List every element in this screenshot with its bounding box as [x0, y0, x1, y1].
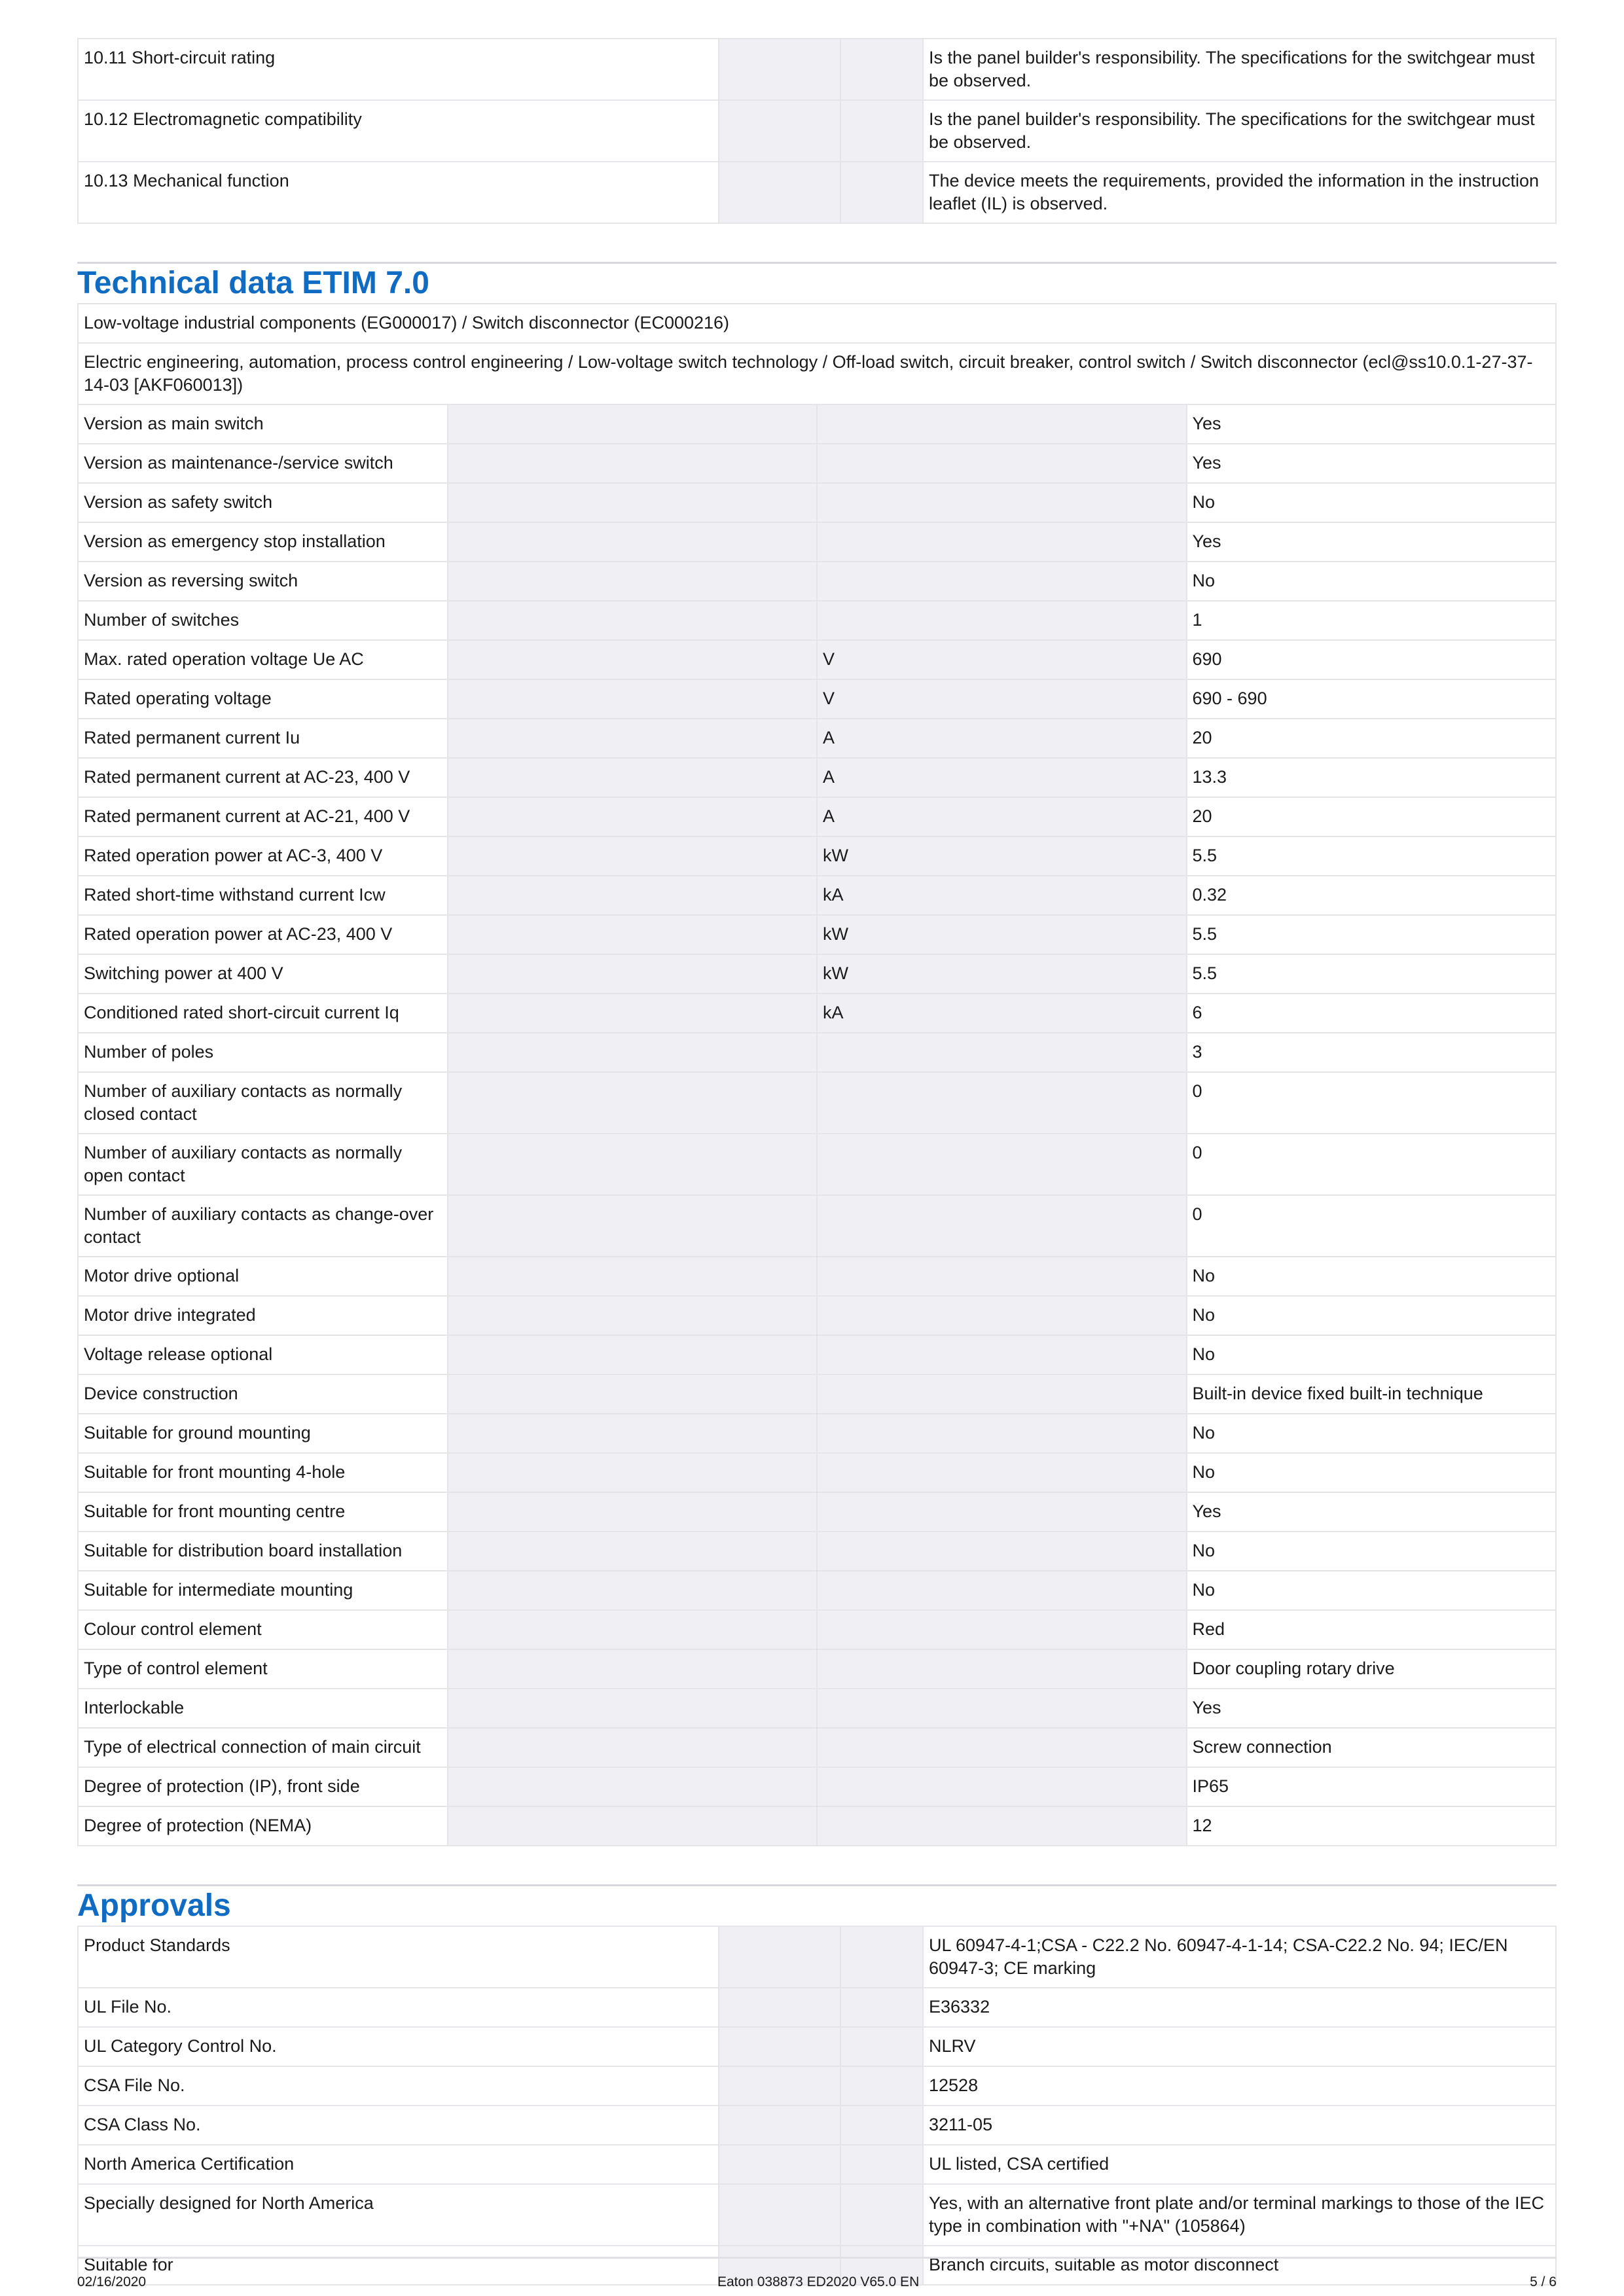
row-label: Number of auxiliary contacts as change-over contact [78, 1195, 448, 1257]
row-unit: A [817, 797, 1187, 836]
table-row [78, 836, 1556, 876]
table-row [78, 2066, 1556, 2106]
row-label: Degree of protection (IP), front side [78, 1767, 448, 1806]
row-spacer [448, 1453, 818, 1492]
row-unit [817, 1649, 1187, 1689]
etim-class-line: Low-voltage industrial components (EG000017) / Switch disconnector (EC000216) [78, 304, 1556, 343]
row-spacer [448, 1374, 818, 1414]
row-value: 5.5 [1187, 954, 1557, 994]
ieu-table-body [78, 39, 1556, 223]
row-label: Conditioned rated short-circuit current Iq [78, 994, 448, 1033]
table-row [78, 522, 1556, 562]
row-spacer [719, 39, 840, 100]
row-unit [817, 1610, 1187, 1649]
table-row [78, 483, 1556, 522]
row-value: 12 [1187, 1806, 1557, 1846]
table-row [78, 1033, 1556, 1072]
row-value: 20 [1187, 719, 1557, 758]
row-spacer [448, 483, 818, 522]
datasheet-page [77, 38, 1557, 2286]
etim-table [77, 303, 1557, 1846]
row-unit [817, 1689, 1187, 1728]
row-spacer [448, 562, 818, 601]
row-unit: kA [817, 876, 1187, 915]
row-value: Yes, with an alternative front plate and/or terminal markings to those of the IEC type in combination with "+NA" (105864) [923, 2184, 1556, 2246]
row-spacer [719, 2184, 840, 2246]
row-label: Rated short-time withstand current Icw [78, 876, 448, 915]
row-label: Interlockable [78, 1689, 448, 1728]
row-spacer [448, 640, 818, 679]
table-row [78, 2027, 1556, 2066]
row-spacer [448, 1767, 818, 1806]
row-label: CSA File No. [78, 2066, 719, 2106]
table-row [78, 1689, 1556, 1728]
table-row [78, 1414, 1556, 1453]
row-unit [817, 1492, 1187, 1532]
table-row [78, 1532, 1556, 1571]
row-unit: kW [817, 915, 1187, 954]
approvals-title: Approvals [77, 1888, 231, 1923]
row-unit [817, 1453, 1187, 1492]
row-label: Max. rated operation voltage Ue AC [78, 640, 448, 679]
row-value: Is the panel builder's responsibility. The specifications for the switchgear must be observed. [923, 39, 1556, 100]
row-unit [817, 1532, 1187, 1571]
row-label: Suitable for ground mounting [78, 1414, 448, 1453]
table-row [78, 1134, 1556, 1195]
table-row [78, 100, 1556, 162]
row-unit [817, 1728, 1187, 1767]
table-row [78, 562, 1556, 601]
table-row [78, 2106, 1556, 2145]
row-label: Suitable for intermediate mounting [78, 1571, 448, 1610]
table-row [78, 162, 1556, 223]
row-spacer [448, 1571, 818, 1610]
row-spacer [448, 1728, 818, 1767]
table-row [78, 1335, 1556, 1374]
table-row [78, 1257, 1556, 1296]
row-unit [817, 1335, 1187, 1374]
row-unit [840, 100, 923, 162]
row-unit [817, 562, 1187, 601]
table-row [78, 954, 1556, 994]
row-value: No [1187, 1453, 1557, 1492]
row-spacer [448, 1134, 818, 1195]
table-row [78, 1374, 1556, 1414]
row-value: 0 [1187, 1195, 1557, 1257]
approvals-table-body [78, 1926, 1556, 2285]
row-spacer [448, 1033, 818, 1072]
table-row [78, 1926, 1556, 1988]
row-unit [840, 2066, 923, 2106]
row-unit [817, 1374, 1187, 1414]
row-value: No [1187, 483, 1557, 522]
row-label: Version as safety switch [78, 483, 448, 522]
row-spacer [719, 1988, 840, 2027]
row-spacer [448, 522, 818, 562]
row-spacer [448, 836, 818, 876]
table-row [78, 2145, 1556, 2184]
row-value: 690 - 690 [1187, 679, 1557, 719]
table-row [78, 1195, 1556, 1257]
row-spacer [448, 1414, 818, 1453]
table-row [78, 1610, 1556, 1649]
row-unit [840, 2106, 923, 2145]
row-spacer [448, 719, 818, 758]
table-row [78, 1296, 1556, 1335]
row-label: Rated operating voltage [78, 679, 448, 719]
row-label: Number of auxiliary contacts as normally open contact [78, 1134, 448, 1195]
row-value: Yes [1187, 404, 1557, 444]
row-value: No [1187, 1257, 1557, 1296]
row-value: UL 60947-4-1;CSA - C22.2 No. 60947-4-1-14; CSA-C22.2 No. 94; IEC/EN 60947-3; CE marking [923, 1926, 1556, 1988]
row-label: Product Standards [78, 1926, 719, 1988]
row-value: 0 [1187, 1072, 1557, 1134]
row-unit [817, 444, 1187, 483]
row-unit [817, 1195, 1187, 1257]
row-value: 5.5 [1187, 915, 1557, 954]
row-label: 10.12 Electromagnetic compatibility [78, 100, 719, 162]
row-unit [817, 483, 1187, 522]
row-spacer [448, 915, 818, 954]
ieu-table [77, 38, 1557, 224]
table-row [78, 1072, 1556, 1134]
row-value: 5.5 [1187, 836, 1557, 876]
row-label: Motor drive integrated [78, 1296, 448, 1335]
table-row [78, 679, 1556, 719]
row-value: No [1187, 1532, 1557, 1571]
row-spacer [448, 444, 818, 483]
row-label: Motor drive optional [78, 1257, 448, 1296]
approvals-section-heading [77, 1884, 1557, 1926]
table-row [78, 304, 1556, 343]
etim-path-line: Electric engineering, automation, process control engineering / Low-voltage switch technology / Off-load switch, circuit breaker, control switch / Switch disconnector (ecl@ss10.0.1-27-37-14-03 [AKF060013]) [78, 343, 1556, 404]
row-label: Specially designed for North America [78, 2184, 719, 2246]
row-label: 10.11 Short-circuit rating [78, 39, 719, 100]
table-row [78, 601, 1556, 640]
row-value: No [1187, 1414, 1557, 1453]
row-spacer [448, 1335, 818, 1374]
row-label: Rated permanent current at AC-23, 400 V [78, 758, 448, 797]
row-label: North America Certification [78, 2145, 719, 2184]
row-label: Rated permanent current Iu [78, 719, 448, 758]
etim-title: Technical data ETIM 7.0 [77, 266, 429, 300]
row-unit [817, 1767, 1187, 1806]
row-value: No [1187, 562, 1557, 601]
row-value: Yes [1187, 1492, 1557, 1532]
row-label: Number of poles [78, 1033, 448, 1072]
row-spacer [448, 876, 818, 915]
table-row [78, 1988, 1556, 2027]
row-spacer [448, 797, 818, 836]
row-spacer [719, 2066, 840, 2106]
row-spacer [448, 1532, 818, 1571]
row-unit [840, 2184, 923, 2246]
row-spacer [448, 679, 818, 719]
row-label: Version as maintenance-/service switch [78, 444, 448, 483]
row-label: Suitable for front mounting centre [78, 1492, 448, 1532]
row-unit [817, 1072, 1187, 1134]
row-spacer [719, 2106, 840, 2145]
row-label: Colour control element [78, 1610, 448, 1649]
row-value: 0 [1187, 1134, 1557, 1195]
row-value: 0.32 [1187, 876, 1557, 915]
footer-page-number: 5 / 6 [1530, 2274, 1557, 2289]
row-spacer [448, 1195, 818, 1257]
row-label: UL Category Control No. [78, 2027, 719, 2066]
row-spacer [448, 1257, 818, 1296]
etim-section-heading [77, 262, 1557, 303]
row-value: Yes [1187, 522, 1557, 562]
row-value: UL listed, CSA certified [923, 2145, 1556, 2184]
row-label: CSA Class No. [78, 2106, 719, 2145]
page-footer [77, 2257, 1557, 2295]
row-unit [840, 2145, 923, 2184]
row-value: Yes [1187, 1689, 1557, 1728]
table-row [78, 343, 1556, 404]
row-spacer [719, 162, 840, 223]
row-unit: A [817, 758, 1187, 797]
row-spacer [448, 1806, 818, 1846]
table-row [78, 2184, 1556, 2246]
row-unit [817, 1806, 1187, 1846]
row-label: Rated operation power at AC-3, 400 V [78, 836, 448, 876]
table-row [78, 797, 1556, 836]
row-unit [840, 39, 923, 100]
row-value: NLRV [923, 2027, 1556, 2066]
row-label: Rated permanent current at AC-21, 400 V [78, 797, 448, 836]
row-unit: kW [817, 836, 1187, 876]
row-value: Built-in device fixed built-in technique [1187, 1374, 1557, 1414]
row-value: Door coupling rotary drive [1187, 1649, 1557, 1689]
approvals-table [77, 1926, 1557, 2286]
row-spacer [448, 1072, 818, 1134]
table-row [78, 640, 1556, 679]
table-row [78, 719, 1556, 758]
row-label: Switching power at 400 V [78, 954, 448, 994]
row-unit [817, 1296, 1187, 1335]
row-value: Yes [1187, 444, 1557, 483]
row-value: Is the panel builder's responsibility. The specifications for the switchgear must be observed. [923, 100, 1556, 162]
row-label: Number of switches [78, 601, 448, 640]
row-spacer [448, 954, 818, 994]
row-label: Number of auxiliary contacts as normally closed contact [78, 1072, 448, 1134]
table-row [78, 1453, 1556, 1492]
row-unit: kA [817, 994, 1187, 1033]
table-row [78, 1767, 1556, 1806]
row-value: 12528 [923, 2066, 1556, 2106]
row-spacer [719, 100, 840, 162]
row-unit [840, 2027, 923, 2066]
row-label: Type of electrical connection of main circuit [78, 1728, 448, 1767]
row-value: 3 [1187, 1033, 1557, 1072]
row-unit [817, 522, 1187, 562]
row-value: 3211-05 [923, 2106, 1556, 2145]
row-label: Suitable for [78, 2246, 719, 2285]
row-label: Rated operation power at AC-23, 400 V [78, 915, 448, 954]
row-spacer [448, 601, 818, 640]
row-spacer [448, 1296, 818, 1335]
row-value: No [1187, 1571, 1557, 1610]
table-row [78, 994, 1556, 1033]
row-label: Degree of protection (NEMA) [78, 1806, 448, 1846]
row-spacer [448, 404, 818, 444]
row-label: Suitable for front mounting 4-hole [78, 1453, 448, 1492]
etim-table-body [78, 304, 1556, 1846]
row-unit: kW [817, 954, 1187, 994]
row-unit [817, 601, 1187, 640]
row-value: IP65 [1187, 1767, 1557, 1806]
row-value: Branch circuits, suitable as motor disconnect [923, 2246, 1556, 2285]
row-value: Screw connection [1187, 1728, 1557, 1767]
row-value: No [1187, 1296, 1557, 1335]
row-label: Device construction [78, 1374, 448, 1414]
footer-document-id: Eaton 038873 ED2020 V65.0 EN [717, 2274, 920, 2289]
table-row [78, 444, 1556, 483]
row-spacer [719, 1926, 840, 1988]
row-unit [817, 1134, 1187, 1195]
row-unit [817, 1414, 1187, 1453]
row-value: 6 [1187, 994, 1557, 1033]
row-label: Suitable for distribution board installation [78, 1532, 448, 1571]
row-spacer [448, 994, 818, 1033]
row-label: Type of control element [78, 1649, 448, 1689]
row-label: Version as emergency stop installation [78, 522, 448, 562]
row-spacer [719, 2145, 840, 2184]
row-unit [817, 1571, 1187, 1610]
table-row [78, 758, 1556, 797]
row-unit: V [817, 640, 1187, 679]
row-unit [840, 1926, 923, 1988]
table-row [78, 404, 1556, 444]
row-spacer [448, 758, 818, 797]
row-unit [840, 1988, 923, 2027]
row-spacer [448, 1649, 818, 1689]
row-value: E36332 [923, 1988, 1556, 2027]
row-spacer [448, 1492, 818, 1532]
row-spacer [448, 1689, 818, 1728]
row-unit [817, 1033, 1187, 1072]
row-label: UL File No. [78, 1988, 719, 2027]
row-unit [840, 162, 923, 223]
row-value: Red [1187, 1610, 1557, 1649]
table-row [78, 876, 1556, 915]
row-unit: V [817, 679, 1187, 719]
row-label: Version as main switch [78, 404, 448, 444]
table-row [78, 1728, 1556, 1767]
row-spacer [719, 2027, 840, 2066]
row-value: 20 [1187, 797, 1557, 836]
row-unit: A [817, 719, 1187, 758]
table-row [78, 1492, 1556, 1532]
row-unit [817, 404, 1187, 444]
table-row [78, 1806, 1556, 1846]
row-label: 10.13 Mechanical function [78, 162, 719, 223]
table-row [78, 1571, 1556, 1610]
row-label: Version as reversing switch [78, 562, 448, 601]
table-row [78, 915, 1556, 954]
table-row [78, 1649, 1556, 1689]
row-value: The device meets the requirements, provided the information in the instruction leaflet (IL) is observed. [923, 162, 1556, 223]
row-label: Voltage release optional [78, 1335, 448, 1374]
row-value: 690 [1187, 640, 1557, 679]
table-row [78, 39, 1556, 100]
row-value: No [1187, 1335, 1557, 1374]
row-unit [817, 1257, 1187, 1296]
row-value: 1 [1187, 601, 1557, 640]
row-value: 13.3 [1187, 758, 1557, 797]
footer-date: 02/16/2020 [77, 2274, 147, 2289]
row-spacer [448, 1610, 818, 1649]
